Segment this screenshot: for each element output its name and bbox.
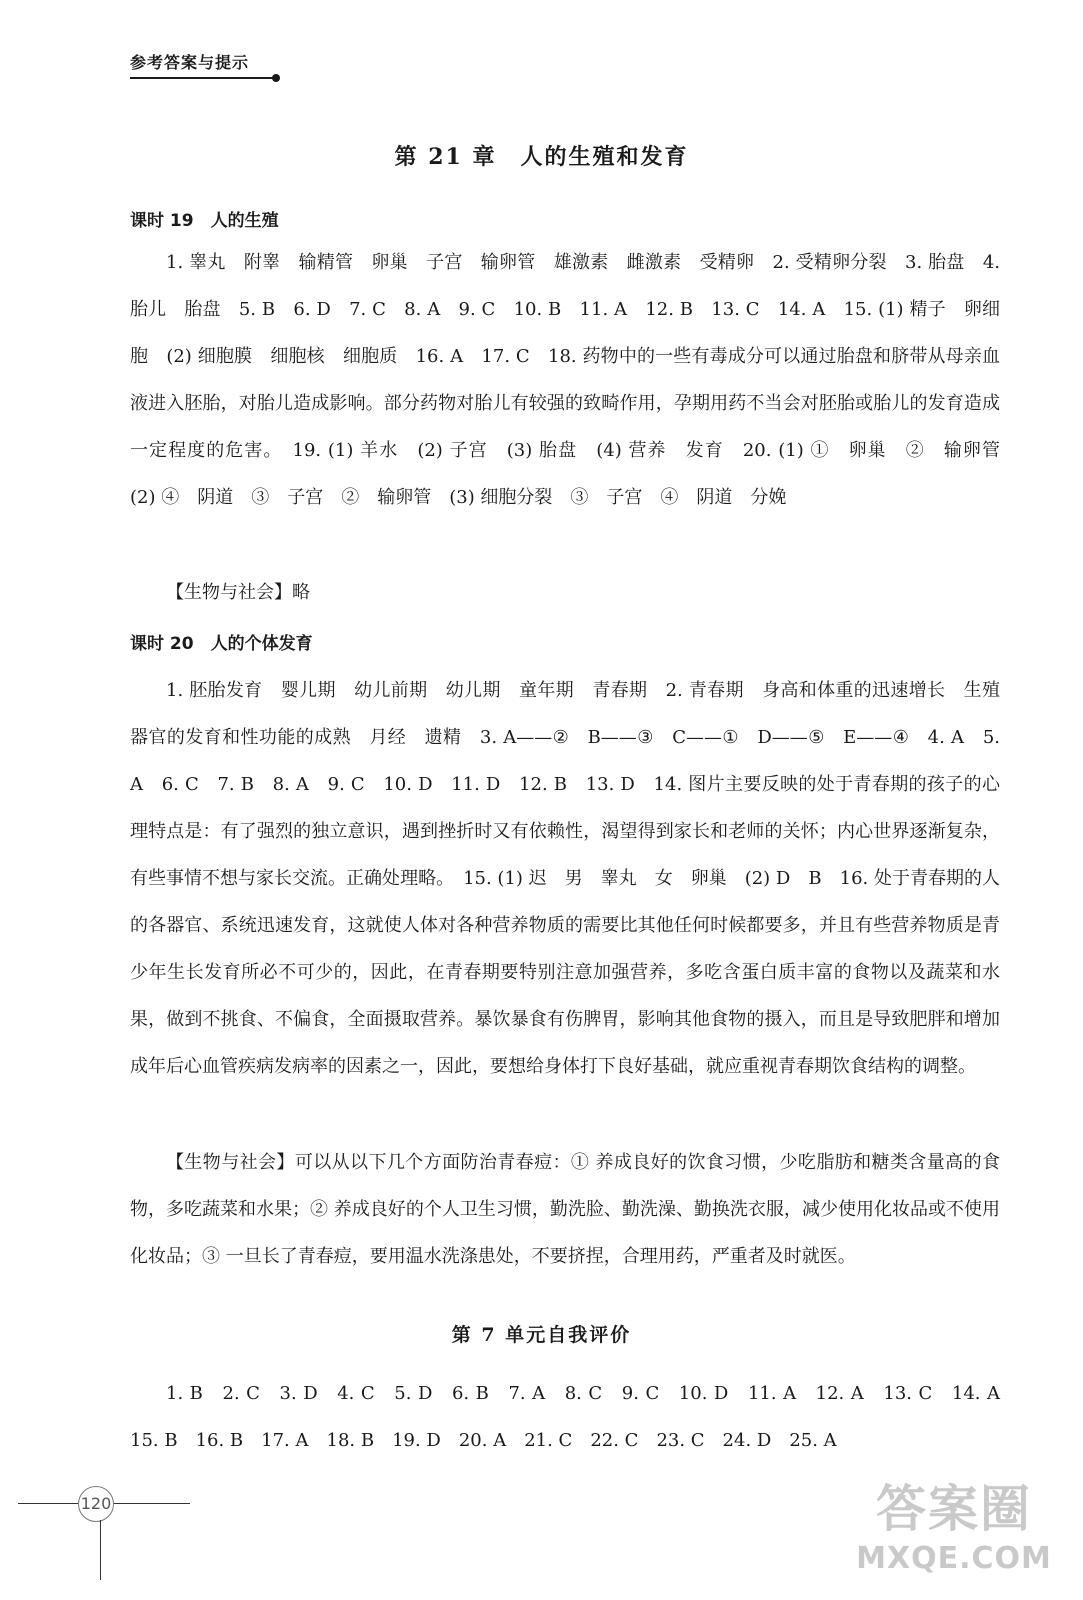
watermark-url: MXQE.COM [856,1541,1052,1576]
watermark-logo [840,1478,1068,1588]
lesson-20-heading: 课时 20 人的个体发育 [130,634,313,654]
unit-7-title: 第 7 单元自我评价 [451,1324,632,1346]
lesson-20-society: 【生物与社会】可以从以下几个方面防治青春痘：① 养成良好的饮食习惯，少吃脂肪和糖类含量高的食物，多吃蔬菜和水果；② 养成良好的个人卫生习惯，勤洗脸、勤洗澡、勤换洗衣服，减少使用化妆品或不使用化妆品；③ 一旦长了青春痘，要用温水洗涤患处，不要挤捏，合理用药，严重者及时就医。 [130,1152,1000,1267]
lesson-19-answers: 1. 睾丸 附睾 输精管 卵巢 子宫 输卵管 雄激素 雌激素 受精卵 2. 受精卵分裂 3. 胎盘 4. 胎儿 胎盘 5. B 6. D 7. C 8. A 9. C 10. B 11. A 12. B 13. C 14. A 15. (1) 精子 卵细胞 (2) 细胞膜 细胞核 细胞质 16. A 17. C 18. 药物中的一些有毒成分可以通过胎盘和脐带从母亲血液进入胚胎，对胎儿造成影响。部分药物对胎儿有较强的致畸作用，孕期用药不当会对胚胎或胎儿的发育造成一定程度的危害。 19. (1) 羊水 (2) 子宫 (3) 胎盘 (4) 营养 发育 20. (1) ① 卵巢 ② 输卵管 (2) ④ 阴道 ③ 子宫 ② 输卵管 (3) 细胞分裂 ③ 子宫 ④ 阴道 分娩 [130,252,1018,508]
page-number: 120 [78,1486,114,1522]
header-rule [130,77,276,79]
footer-vertical-rule [100,1520,101,1580]
header-dot [272,74,280,82]
lesson-20-answers: 1. 胚胎发育 婴儿期 幼儿前期 幼儿期 童年期 青春期 2. 青春期 身高和体重的迅速增长 生殖器官的发育和性功能的成熟 月经 遗精 3. A——② B——③ C——① D——⑤ E——④ 4. A 5. A 6. C 7. B 8. A 9. C 10. D 11. D 12. B 13. D 14. 图片主要反映的处于青春期的孩子的心理特点是：有了强烈的独立意识，遇到挫折时又有依赖性，渴望得到家长和老师的关怀；内心世界逐渐复杂，有些事情不想与家长交流。正确处理略。 15. (1) 迟 男 睾丸 女 卵巢 (2) D B 16. 处于青春期的人的各器官、系统迅速发育，这就使人体对各种营养物质的需要比其他任何时候都要多，并且有些营养物质是青少年生长发育所必不可少的，因此，在青春期要特别注意加强营养，多吃含蛋白质丰富的食物以及蔬菜和水果，做到不挑食、不偏食，全面摄取营养。暴饮暴食有伤脾胃，影响其他食物的摄入，而且是导致肥胖和增加成年后心血管疾病发病率的因素之一，因此，要想给身体打下良好基础，就应重视青春期饮食结构的调整。 [130,680,1000,1077]
header-title: 参考答案与提示 [130,53,250,72]
watermark-text: 答案圈 [876,1480,1032,1538]
chapter-title: 第 21 章 人的生殖和发育 [394,144,689,170]
lesson-19-heading: 课时 19 人的生殖 [130,211,279,231]
unit-7-answers: 1. B 2. C 3. D 4. C 5. D 6. B 7. A 8. C 9. C 10. D 11. A 12. A 13. C 14. A 15. B 16. B 17. A 18. B 19. D 20. A 21. C 22. C 23. C 24. D 25. A [130,1383,1018,1451]
lesson-19-society: 【生物与社会】略 [166,582,310,603]
